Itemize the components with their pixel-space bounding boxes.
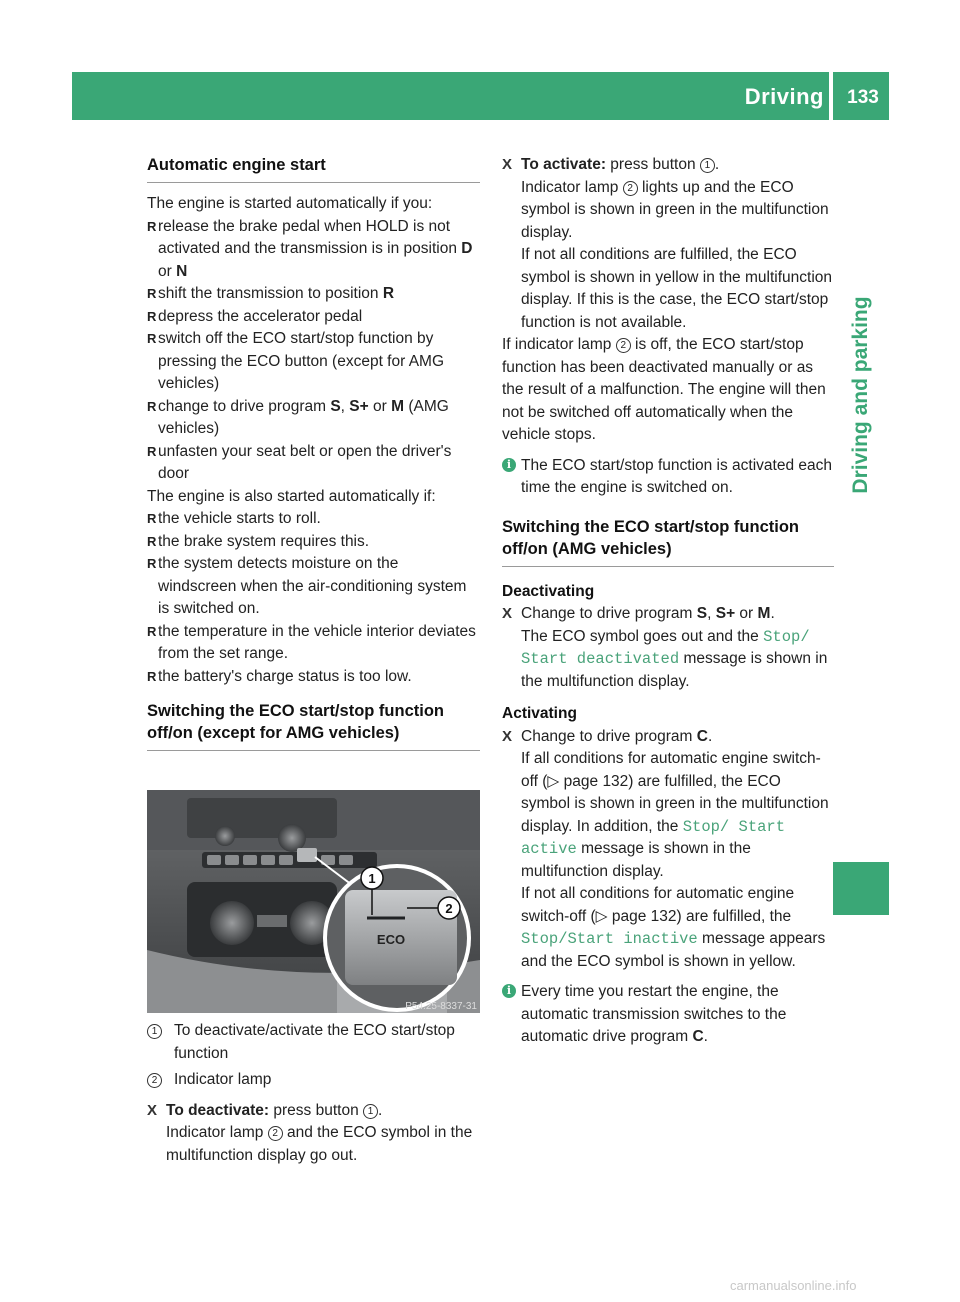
eco-button-photo bbox=[147, 790, 480, 1013]
legend-item: 2 Indicator lamp bbox=[147, 1069, 480, 1092]
list-item: R switch off the ECO start/stop function by pressing the ECO button (except for AMG vehicles) bbox=[147, 330, 445, 392]
list-item: R the system detects moisture on the windscreen when the air-conditioning system is switched on. bbox=[147, 555, 467, 617]
list-item: R unfasten your seat belt or open the driver's door bbox=[147, 442, 452, 482]
callout-2: 2 bbox=[445, 901, 453, 916]
watermark: carmanualsonline.info bbox=[730, 1278, 857, 1293]
list-item: R release the brake pedal when HOLD is not activated and the transmission is in position D or N bbox=[147, 217, 473, 280]
info-note: i Every time you restart the engine, the automatic transmission switches to the automatic drive program C. bbox=[502, 981, 834, 1049]
list-item: R the battery's charge status is too low. bbox=[147, 667, 412, 685]
list-item: R the temperature in the vehicle interior deviates from the set range. bbox=[147, 622, 476, 662]
right-column bbox=[502, 154, 834, 1049]
display-message: Stop/Start inactive bbox=[521, 930, 698, 948]
list-item: R the brake system requires this. bbox=[147, 532, 370, 550]
left-column-lower bbox=[147, 1020, 480, 1167]
console-illustration bbox=[147, 790, 480, 1013]
page-number: 133 bbox=[847, 87, 879, 108]
section-title: Driving bbox=[744, 84, 824, 109]
also-text: The engine is also started automatically if: bbox=[147, 487, 436, 505]
info-icon: i bbox=[502, 984, 516, 998]
heading-eco-amg: Switching the ECO start/stop function off/on (AMG vehicles) bbox=[502, 516, 834, 567]
list-item: R depress the accelerator pedal bbox=[147, 307, 363, 325]
info-icon: i bbox=[502, 458, 516, 472]
step-deactivating: X Change to drive program S, S+ or M. The ECO symbol goes out and the Stop/ Start deactivated message is shown in the multifunction display. bbox=[502, 605, 828, 690]
header-divider bbox=[829, 72, 833, 120]
legend-item: 1 To deactivate/activate the ECO start/stop function bbox=[147, 1020, 480, 1065]
chapter-title: Driving and parking bbox=[849, 296, 872, 494]
list-item: R shift the transmission to position R bbox=[147, 285, 395, 302]
list-item: R the vehicle starts to roll. bbox=[147, 510, 321, 527]
chapter-tab bbox=[833, 120, 889, 1120]
heading-automatic-engine-start: Automatic engine start bbox=[147, 154, 480, 183]
chapter-marker bbox=[833, 862, 889, 915]
subheading-activating: Activating bbox=[502, 705, 577, 722]
step-activate: X To activate: press button 1 . Indicator lamp 2 lights up and the ECO symbol is shown in green in the multifunction display. If not all conditions are fulfilled, the ECO symbol is shown in yellow in the multifunction display. If this is the case, the ECO start/stop function is not available. bbox=[502, 156, 832, 331]
info-note: i The ECO start/stop function is activated each time the engine is switched on. bbox=[502, 455, 834, 500]
step-deactivate: X To deactivate: press button 1 . Indicator lamp 2 and the ECO symbol in the multifunction display go out. bbox=[147, 1101, 473, 1164]
heading-eco-except-amg: Switching the ECO start/stop function off/on (except for AMG vehicles) bbox=[147, 700, 480, 751]
display-message: Stop/ Start deactivated bbox=[521, 627, 810, 668]
left-column bbox=[147, 154, 480, 751]
list-item: R change to drive program S, S+ or M (AMG vehicles) bbox=[147, 397, 449, 437]
figure-reference: P54.25-8337-31 bbox=[405, 1001, 477, 1012]
eco-button-label: ECO bbox=[376, 932, 406, 947]
indicator-off-text: If indicator lamp 2 is off, the ECO start/stop function has been deactivated manually or as the result of a malfunction. The engine will then not be switched off automatically when the vehicle stops. bbox=[502, 336, 826, 443]
subheading-deactivating: Deactivating bbox=[502, 582, 595, 600]
intro-text: The engine is started automatically if you: bbox=[147, 195, 433, 212]
callout-1: 1 bbox=[368, 871, 376, 886]
step-activating: X Change to drive program C. If all conditions for automatic engine switch-off (▷ page 132) are fulfilled, the ECO symbol is shown in green in the multifunction display. In addition, the Stop/ Start active message is shown in the multifunction display. If not all conditions for automatic engine switch-off (▷ page 132) are fulfilled, the Stop/Start inactive message appears and the ECO symbol is shown in yellow. bbox=[502, 727, 829, 970]
display-message: Stop/ Start active bbox=[521, 817, 786, 858]
